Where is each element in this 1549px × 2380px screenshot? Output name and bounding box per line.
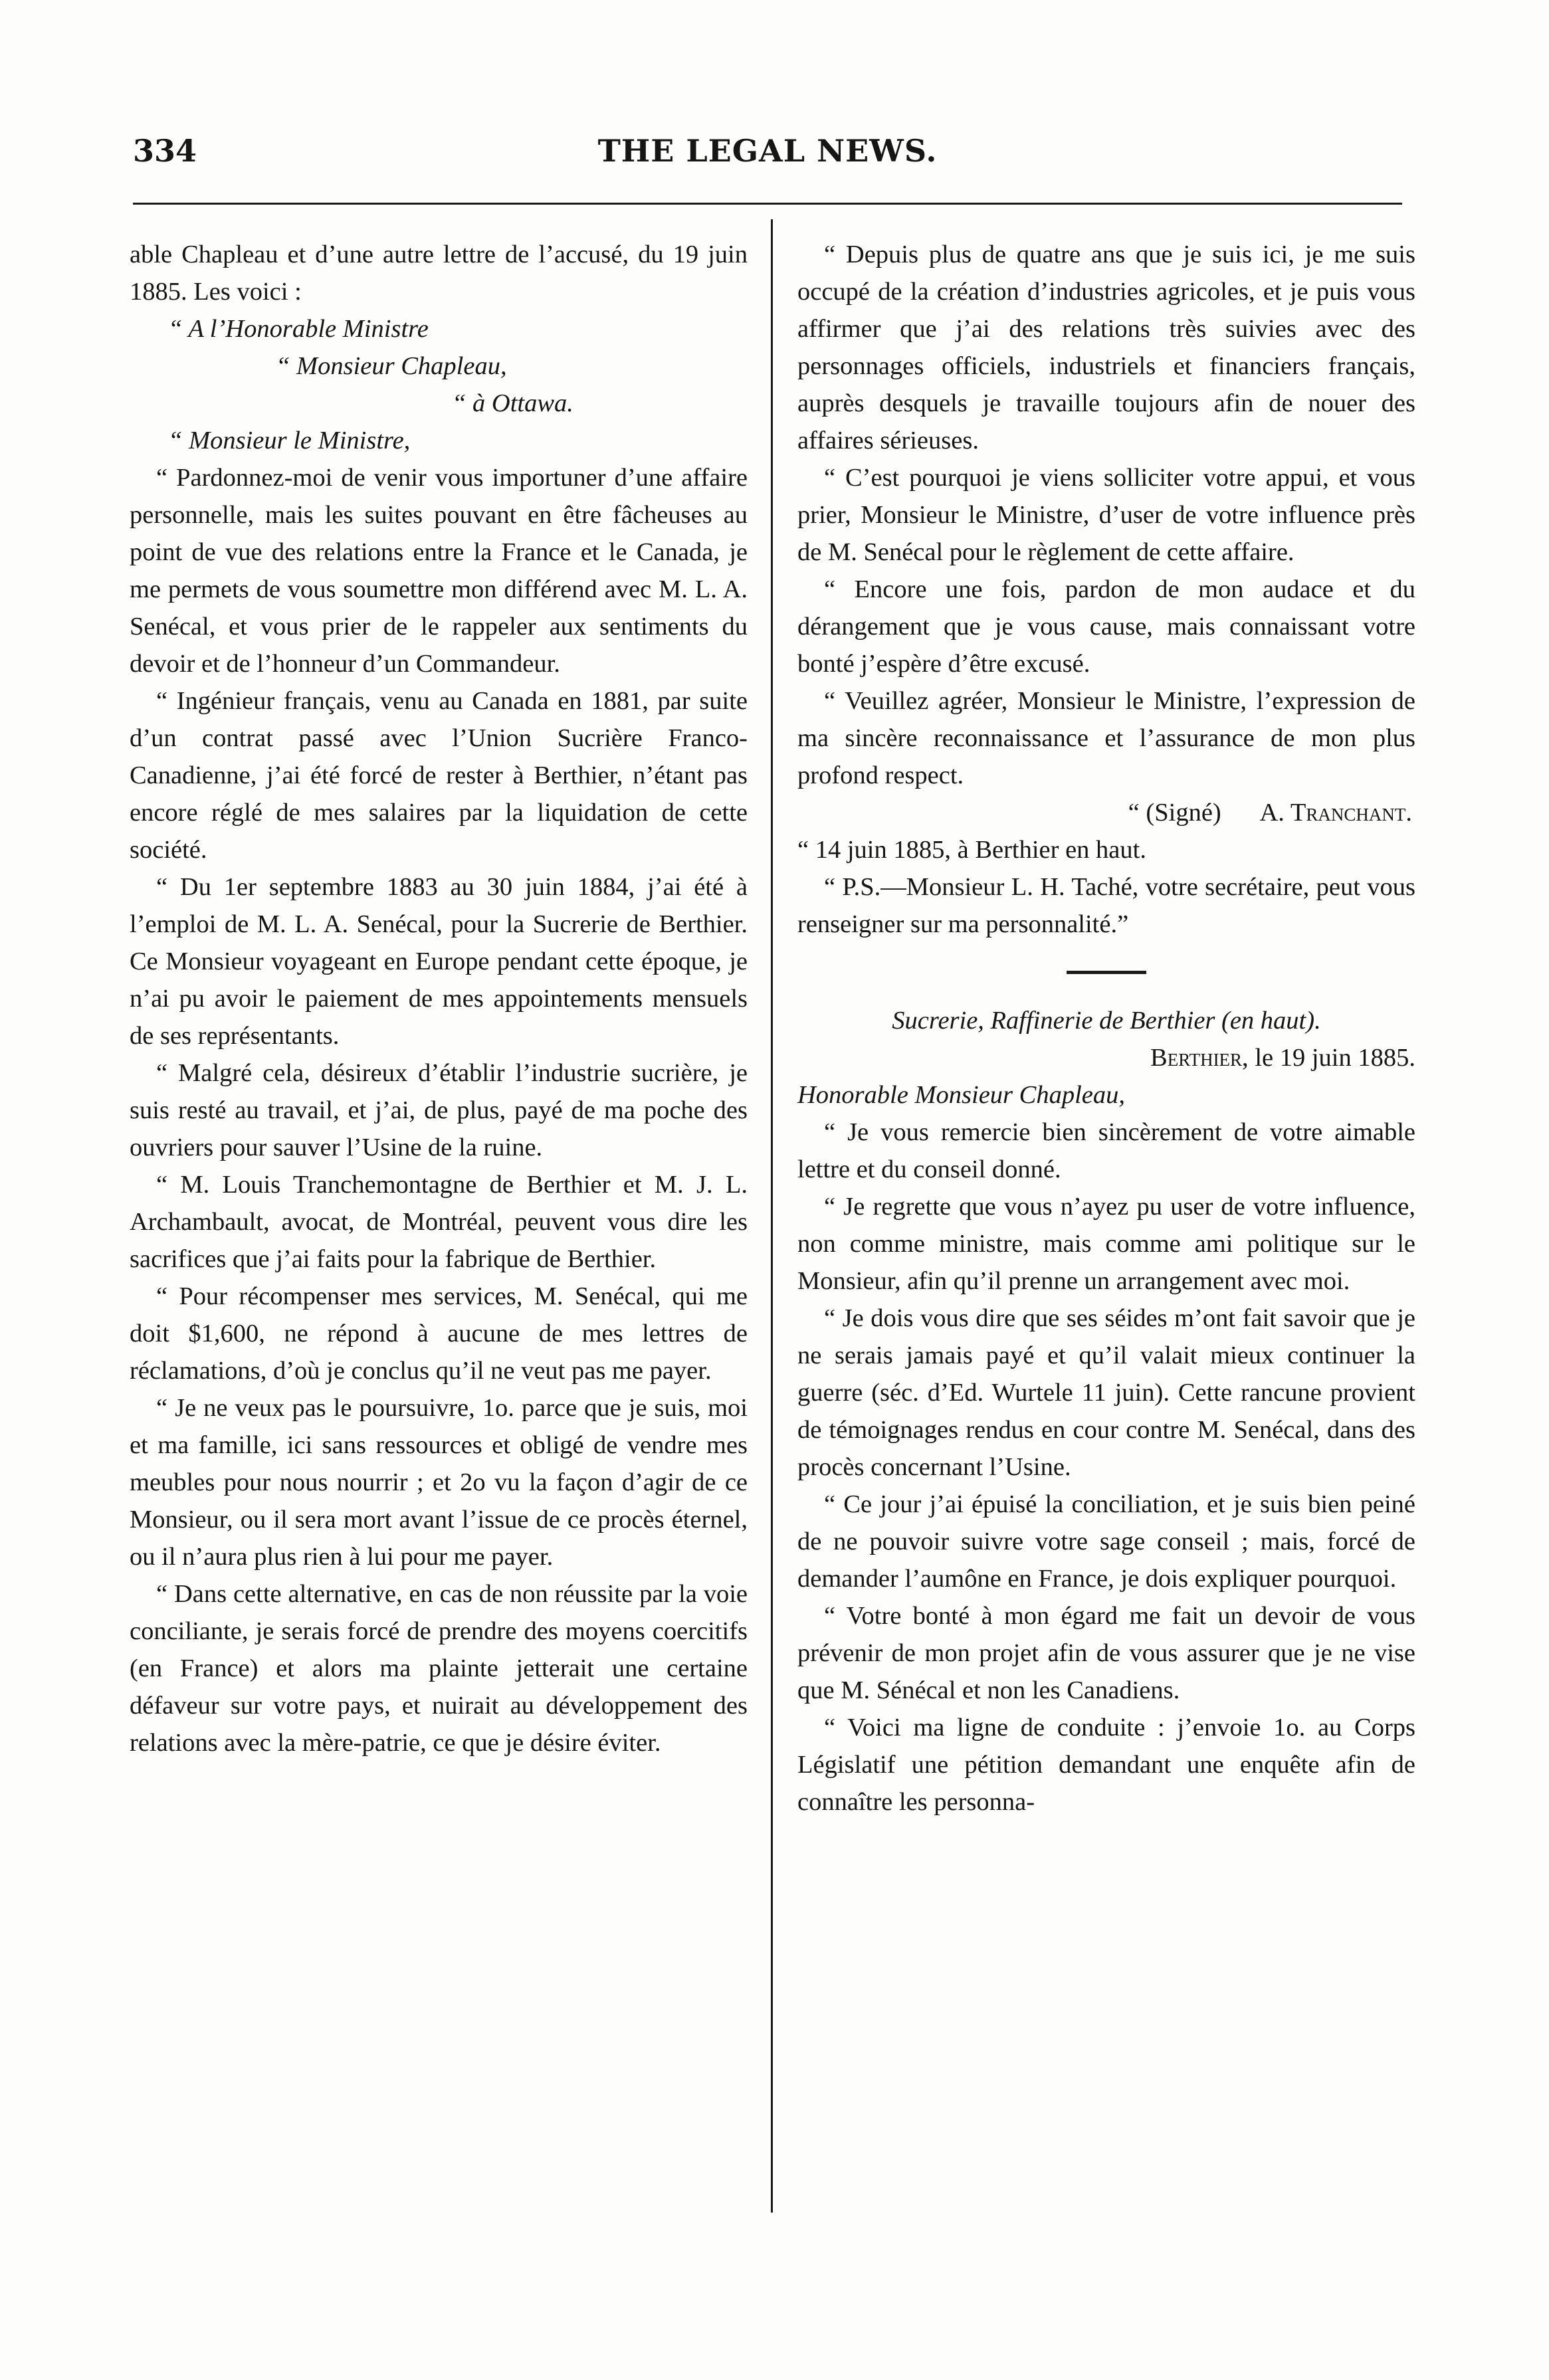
paragraph: “ Pardonnez-moi de venir vous importuner d’une affaire personnelle, mais les suites pouvant en être fâcheuses au point de vue des relations entre la France et le Canada, je me permets de vous soumettre mon différend avec M. L. A. Senécal, et vous prier de le rappeler aux sentiments du devoir et de l’honneur d’un Commandeur.: [130, 464, 748, 678]
paragraph: “ C’est pourquoi je viens solliciter votre appui, et vous prier, Monsieur le Ministre, d’user de votre influence près de M. Senécal pour le règlement de cette affaire.: [797, 464, 1415, 566]
paragraph: “ Votre bonté à mon égard me fait un devoir de vous prévenir de mon projet afin de vous assurer que je ne vise que M. Sénécal et non les Canadiens.: [797, 1602, 1415, 1704]
postscript: “ P.S.—Monsieur L. H. Taché, votre secrétaire, peut vous renseigner sur ma personnalité.”: [797, 873, 1415, 938]
paragraph: “ Veuillez agréer, Monsieur le Ministre, l’expression de ma sincère reconnaissance et l’assurance de mon plus profond respect.: [797, 687, 1415, 789]
paragraph: “ Je regrette que vous n’ayez pu user de votre influence, non comme ministre, mais comme ami politique sur le Monsieur, afin qu’il prenne un arrangement avec moi.: [797, 1193, 1415, 1295]
column-divider: [771, 219, 773, 2213]
paragraph: “ Ingénieur français, venu au Canada en 1881, par suite d’un contrat passé avec l’Union Sucrière Franco-Canadienne, j’ai été forcé de rester à Berthier, n’étant pas encore réglé de mes salaires par la liquidation de cette société.: [130, 687, 748, 864]
signature-name: A. Tranchant.: [1259, 799, 1412, 827]
signature-prefix: “ (Signé): [1128, 799, 1221, 827]
letter-heading: Sucrerie, Raffinerie de Berthier (en haut).: [892, 1007, 1321, 1035]
paragraph: “ Je dois vous dire que ses séides m’ont fait savoir que je ne serais jamais payé et qu’il valait mieux continuer la guerre (séc. d’Ed. Wurtele 11 juin). Cette rancune provient de témoignages rendus en cour contre M. Senécal, dans des procès concernant l’Usine.: [797, 1304, 1415, 1481]
paragraph: “ Depuis plus de quatre ans que je suis ici, je me suis occupé de la création d’industries agricoles, et je puis vous affirmer que j’ai des relations très suivies avec des personnages officiels, industriels et financiers français, auprès desquels je travaille toujours afin de nouer des affaires sérieuses.: [797, 241, 1415, 454]
left-column: [130, 236, 748, 1761]
paragraph: “ Malgré cela, désireux d’établir l’industrie sucrière, je suis resté au travail, et j’ai, de plus, payé de ma poche des ouvriers pour sauver l’Usine de la ruine.: [130, 1059, 748, 1161]
place-date: [797, 1039, 1415, 1076]
paragraph: “ Du 1er septembre 1883 au 30 juin 1884, j’ai été à l’emploi de M. L. A. Senécal, pour la Sucrerie de Berthier. Ce Monsieur voyageant en Europe pendant cette époque, je n’ai pu avoir le paiement de mes appointements mensuels de ses représentants.: [130, 873, 748, 1050]
paragraph: “ Je vous remercie bien sincèrement de votre aimable lettre et du conseil donné.: [797, 1118, 1415, 1183]
running-title: THE LEGAL NEWS.: [597, 133, 938, 169]
right-column: [797, 236, 1415, 1821]
letter-date: le 19 juin 1885.: [1255, 1044, 1415, 1072]
address-line: “ Monsieur Chapleau,: [276, 352, 507, 380]
page-number: 334: [133, 133, 197, 169]
paragraph: able Chapleau et d’une autre lettre de l’accusé, du 19 juin 1885. Les voici :: [130, 241, 748, 306]
address-line: “ A l’Honorable Ministre: [168, 315, 429, 343]
place-name: Berthier,: [1150, 1044, 1249, 1072]
salutation: Honorable Monsieur Chapleau,: [797, 1081, 1125, 1109]
paragraph: “ M. Louis Tranchemontagne de Berthier et M. J. L. Archambault, avocat, de Montréal, peuvent vous dire les sacrifices que j’ai faits pour la fabrique de Berthier.: [130, 1171, 748, 1273]
section-rule: [1067, 971, 1146, 974]
dateline: “ 14 juin 1885, à Berthier en haut.: [797, 836, 1146, 864]
address-line: “ à Ottawa.: [452, 389, 573, 417]
paragraph: “ Dans cette alternative, en cas de non réussite par la voie conciliante, je serais forcé de prendre des moyens coercitifs (en France) et alors ma plainte jetterait une certaine défaveur sur votre pays, et nuirait au développement des relations avec la mère-patrie, ce que je désire éviter.: [130, 1580, 748, 1757]
paragraph: “ Pour récompenser mes services, M. Senécal, qui me doit $1,600, ne répond à aucune de mes lettres de réclamations, d’où je conclus qu’il ne veut pas me payer.: [130, 1282, 748, 1385]
salutation: “ Monsieur le Ministre,: [168, 427, 411, 454]
paragraph: “ Je ne veux pas le poursuivre, 1o. parce que je suis, moi et ma famille, ici sans ressources et obligé de vendre mes meubles pour nous nourrir ; et 2o vu la façon d’agir de ce Monsieur, ou il sera mort avant l’issue de ce procès éternel, ou il n’aura plus rien à lui pour me payer.: [130, 1394, 748, 1571]
signature: [797, 794, 1415, 831]
paragraph: “ Ce jour j’ai épuisé la conciliation, et je suis bien peiné de ne pouvoir suivre votre sage conseil ; mais, forcé de demander l’aumône en France, je dois expliquer pourquoi.: [797, 1490, 1415, 1593]
paragraph: “ Encore une fois, pardon de mon audace et du dérangement que je vous cause, mais connaissant votre bonté j’espère d’être excusé.: [797, 575, 1415, 678]
page-header: [133, 133, 1402, 179]
header-rule: [133, 203, 1402, 205]
paragraph: “ Voici ma ligne de conduite : j’envoie 1o. au Corps Législatif une pétition demandant une enquête afin de connaître les personna-: [797, 1714, 1415, 1816]
